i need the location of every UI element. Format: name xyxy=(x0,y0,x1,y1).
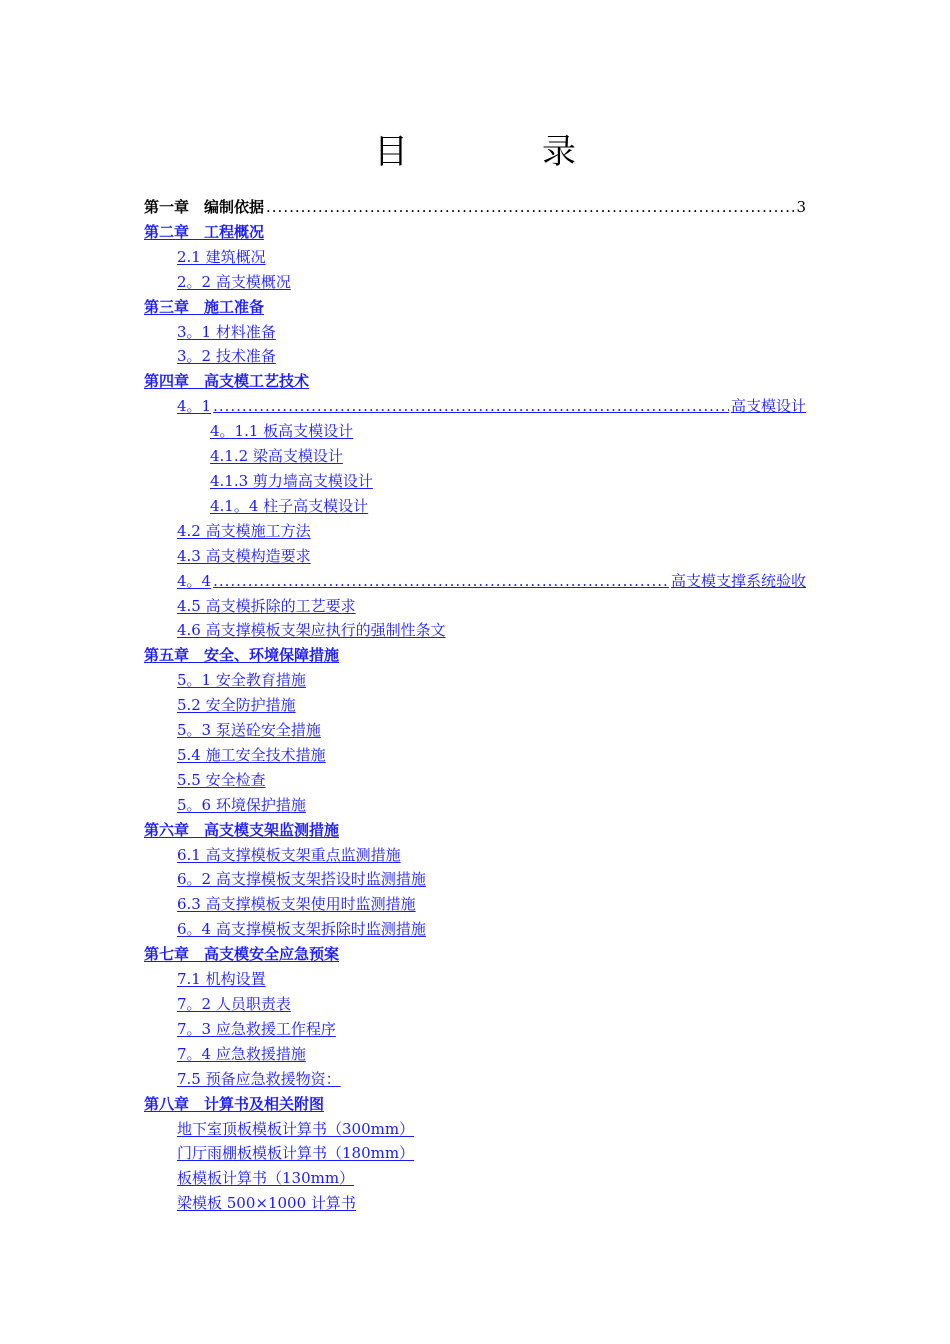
toc-entry[interactable] xyxy=(144,270,806,295)
toc-entry[interactable] xyxy=(144,1117,806,1142)
toc-entry[interactable] xyxy=(144,519,806,544)
toc-entry-text[interactable]: 4。1.1 板高支模设计 xyxy=(210,422,354,441)
toc-entry[interactable] xyxy=(144,594,806,619)
toc-entry[interactable] xyxy=(144,768,806,793)
toc-entry[interactable] xyxy=(144,295,806,320)
toc-entry[interactable] xyxy=(144,419,806,444)
toc-entry[interactable] xyxy=(144,818,806,843)
toc-entry[interactable] xyxy=(144,1017,806,1042)
toc-entry-text[interactable]: 7。3 应急救援工作程序 xyxy=(177,1019,336,1038)
toc-entry[interactable] xyxy=(144,843,806,868)
toc-entry-text[interactable]: 6。4 高支撑模板支架拆除时监测措施 xyxy=(177,920,426,939)
toc-entry-text[interactable]: 4。4 xyxy=(177,571,212,590)
toc-entry[interactable] xyxy=(144,444,806,469)
toc-entry[interactable] xyxy=(144,1092,806,1117)
toc-entry[interactable] xyxy=(144,394,806,419)
toc-entry[interactable] xyxy=(144,743,806,768)
toc-entry[interactable] xyxy=(144,369,806,394)
toc-entry[interactable] xyxy=(144,469,806,494)
toc-entry[interactable] xyxy=(144,892,806,917)
toc-entry-text[interactable]: 4.1。4 柱子高支模设计 xyxy=(210,496,369,515)
toc-dot-leader xyxy=(213,394,729,419)
toc-entry-text[interactable]: 板模板计算书（130mm） xyxy=(177,1169,355,1188)
toc-entry-text[interactable]: 4.6 高支撑模板支架应执行的强制性条文 xyxy=(177,621,446,640)
toc-entry-text[interactable]: 第五章 安全、环境保障措施 xyxy=(144,646,340,665)
toc-entry-text[interactable]: 5.4 施工安全技术措施 xyxy=(177,745,326,764)
toc-entry-text[interactable]: 7。4 应急救援措施 xyxy=(177,1044,306,1063)
toc-entry[interactable] xyxy=(144,967,806,992)
toc-entry[interactable] xyxy=(144,942,806,967)
toc-entry-text[interactable]: 4.1.3 剪力墙高支模设计 xyxy=(210,471,373,490)
toc-entry-text[interactable]: 2。2 高支模概况 xyxy=(177,272,291,291)
toc-entry[interactable] xyxy=(144,220,806,245)
toc-entry[interactable] xyxy=(144,320,806,345)
toc-entry-text[interactable]: 4。1 xyxy=(177,397,212,416)
toc-entry[interactable] xyxy=(144,544,806,569)
toc-entry-text[interactable]: 4.3 高支模构造要求 xyxy=(177,546,311,565)
page-title: 目 录 xyxy=(374,132,626,172)
toc-entry-text[interactable]: 6.1 高支撑模板支架重点监测措施 xyxy=(177,845,401,864)
toc-entry-text[interactable]: 第一章 编制依据 xyxy=(144,198,265,216)
toc-entry[interactable] xyxy=(144,793,806,818)
toc-entry-text[interactable]: 2.1 建筑概况 xyxy=(177,247,266,266)
toc-entry[interactable] xyxy=(144,1166,806,1191)
toc-entry-text[interactable]: 5.5 安全检查 xyxy=(177,770,266,789)
toc-entry-text[interactable]: 6.3 高支撑模板支架使用时监测措施 xyxy=(177,895,416,914)
toc-entry[interactable] xyxy=(144,867,806,892)
toc-entry[interactable] xyxy=(144,917,806,942)
toc-entry-text[interactable]: 梁模板 500×1000 计算书 xyxy=(177,1194,356,1213)
toc-page-ref[interactable]: 3 xyxy=(796,198,806,216)
toc-entry[interactable] xyxy=(144,618,806,643)
toc-entry[interactable] xyxy=(144,569,806,594)
toc-entry-text[interactable]: 5。1 安全教育措施 xyxy=(177,671,306,690)
toc-entry-text[interactable]: 第三章 施工准备 xyxy=(144,297,265,316)
toc-dot-leader xyxy=(213,569,669,594)
toc-entry-text[interactable]: 7.5 预备应急救援物资： xyxy=(177,1069,341,1088)
toc-entry-text[interactable]: 5。3 泵送砼安全措施 xyxy=(177,721,321,740)
toc-entry-text[interactable]: 4.5 高支模拆除的工艺要求 xyxy=(177,596,356,615)
toc-page-ref[interactable]: 高支模设计 xyxy=(730,397,806,416)
table-of-contents xyxy=(144,195,806,1216)
toc-entry[interactable] xyxy=(144,245,806,270)
toc-entry[interactable] xyxy=(144,668,806,693)
toc-entry[interactable] xyxy=(144,195,806,220)
toc-entry[interactable] xyxy=(144,643,806,668)
toc-entry-text[interactable]: 6。2 高支撑模板支架搭设时监测措施 xyxy=(177,870,426,889)
toc-entry[interactable] xyxy=(144,344,806,369)
toc-dot-leader xyxy=(266,195,794,220)
toc-entry-text[interactable]: 地下室顶板模板计算书（300mm） xyxy=(177,1119,415,1138)
toc-entry[interactable] xyxy=(144,1141,806,1166)
toc-entry[interactable] xyxy=(144,718,806,743)
toc-entry-text[interactable]: 5。6 环境保护措施 xyxy=(177,795,306,814)
toc-entry-text[interactable]: 5.2 安全防护措施 xyxy=(177,696,296,715)
toc-entry[interactable] xyxy=(144,693,806,718)
toc-entry-text[interactable]: 4.2 高支模施工方法 xyxy=(177,521,311,540)
toc-entry-text[interactable]: 7。2 人员职责表 xyxy=(177,995,291,1013)
toc-entry-text[interactable]: 第七章 高支模安全应急预案 xyxy=(144,945,340,964)
toc-entry[interactable] xyxy=(144,992,806,1017)
toc-entry-text[interactable]: 第八章 计算书及相关附图 xyxy=(144,1094,325,1113)
toc-entry[interactable] xyxy=(144,1191,806,1216)
toc-entry-text[interactable]: 4.1.2 梁高支模设计 xyxy=(210,447,343,466)
toc-entry-text[interactable]: 门厅雨棚板模板计算书（180mm） xyxy=(177,1144,415,1163)
toc-entry[interactable] xyxy=(144,1067,806,1092)
toc-entry-text[interactable]: 第二章 工程概况 xyxy=(144,222,265,241)
toc-entry-text[interactable]: 第四章 高支模工艺技术 xyxy=(144,372,310,391)
toc-entry[interactable] xyxy=(144,1042,806,1067)
toc-entry-text[interactable]: 第六章 高支模支架监测措施 xyxy=(144,820,340,839)
toc-page-ref[interactable]: 高支模支撑系统验收 xyxy=(670,571,806,590)
toc-entry-text[interactable]: 3。2 技术准备 xyxy=(177,347,276,366)
toc-entry-text[interactable]: 3。1 材料准备 xyxy=(177,322,276,341)
toc-entry[interactable] xyxy=(144,494,806,519)
toc-entry-text[interactable]: 7.1 机构设置 xyxy=(177,970,266,989)
